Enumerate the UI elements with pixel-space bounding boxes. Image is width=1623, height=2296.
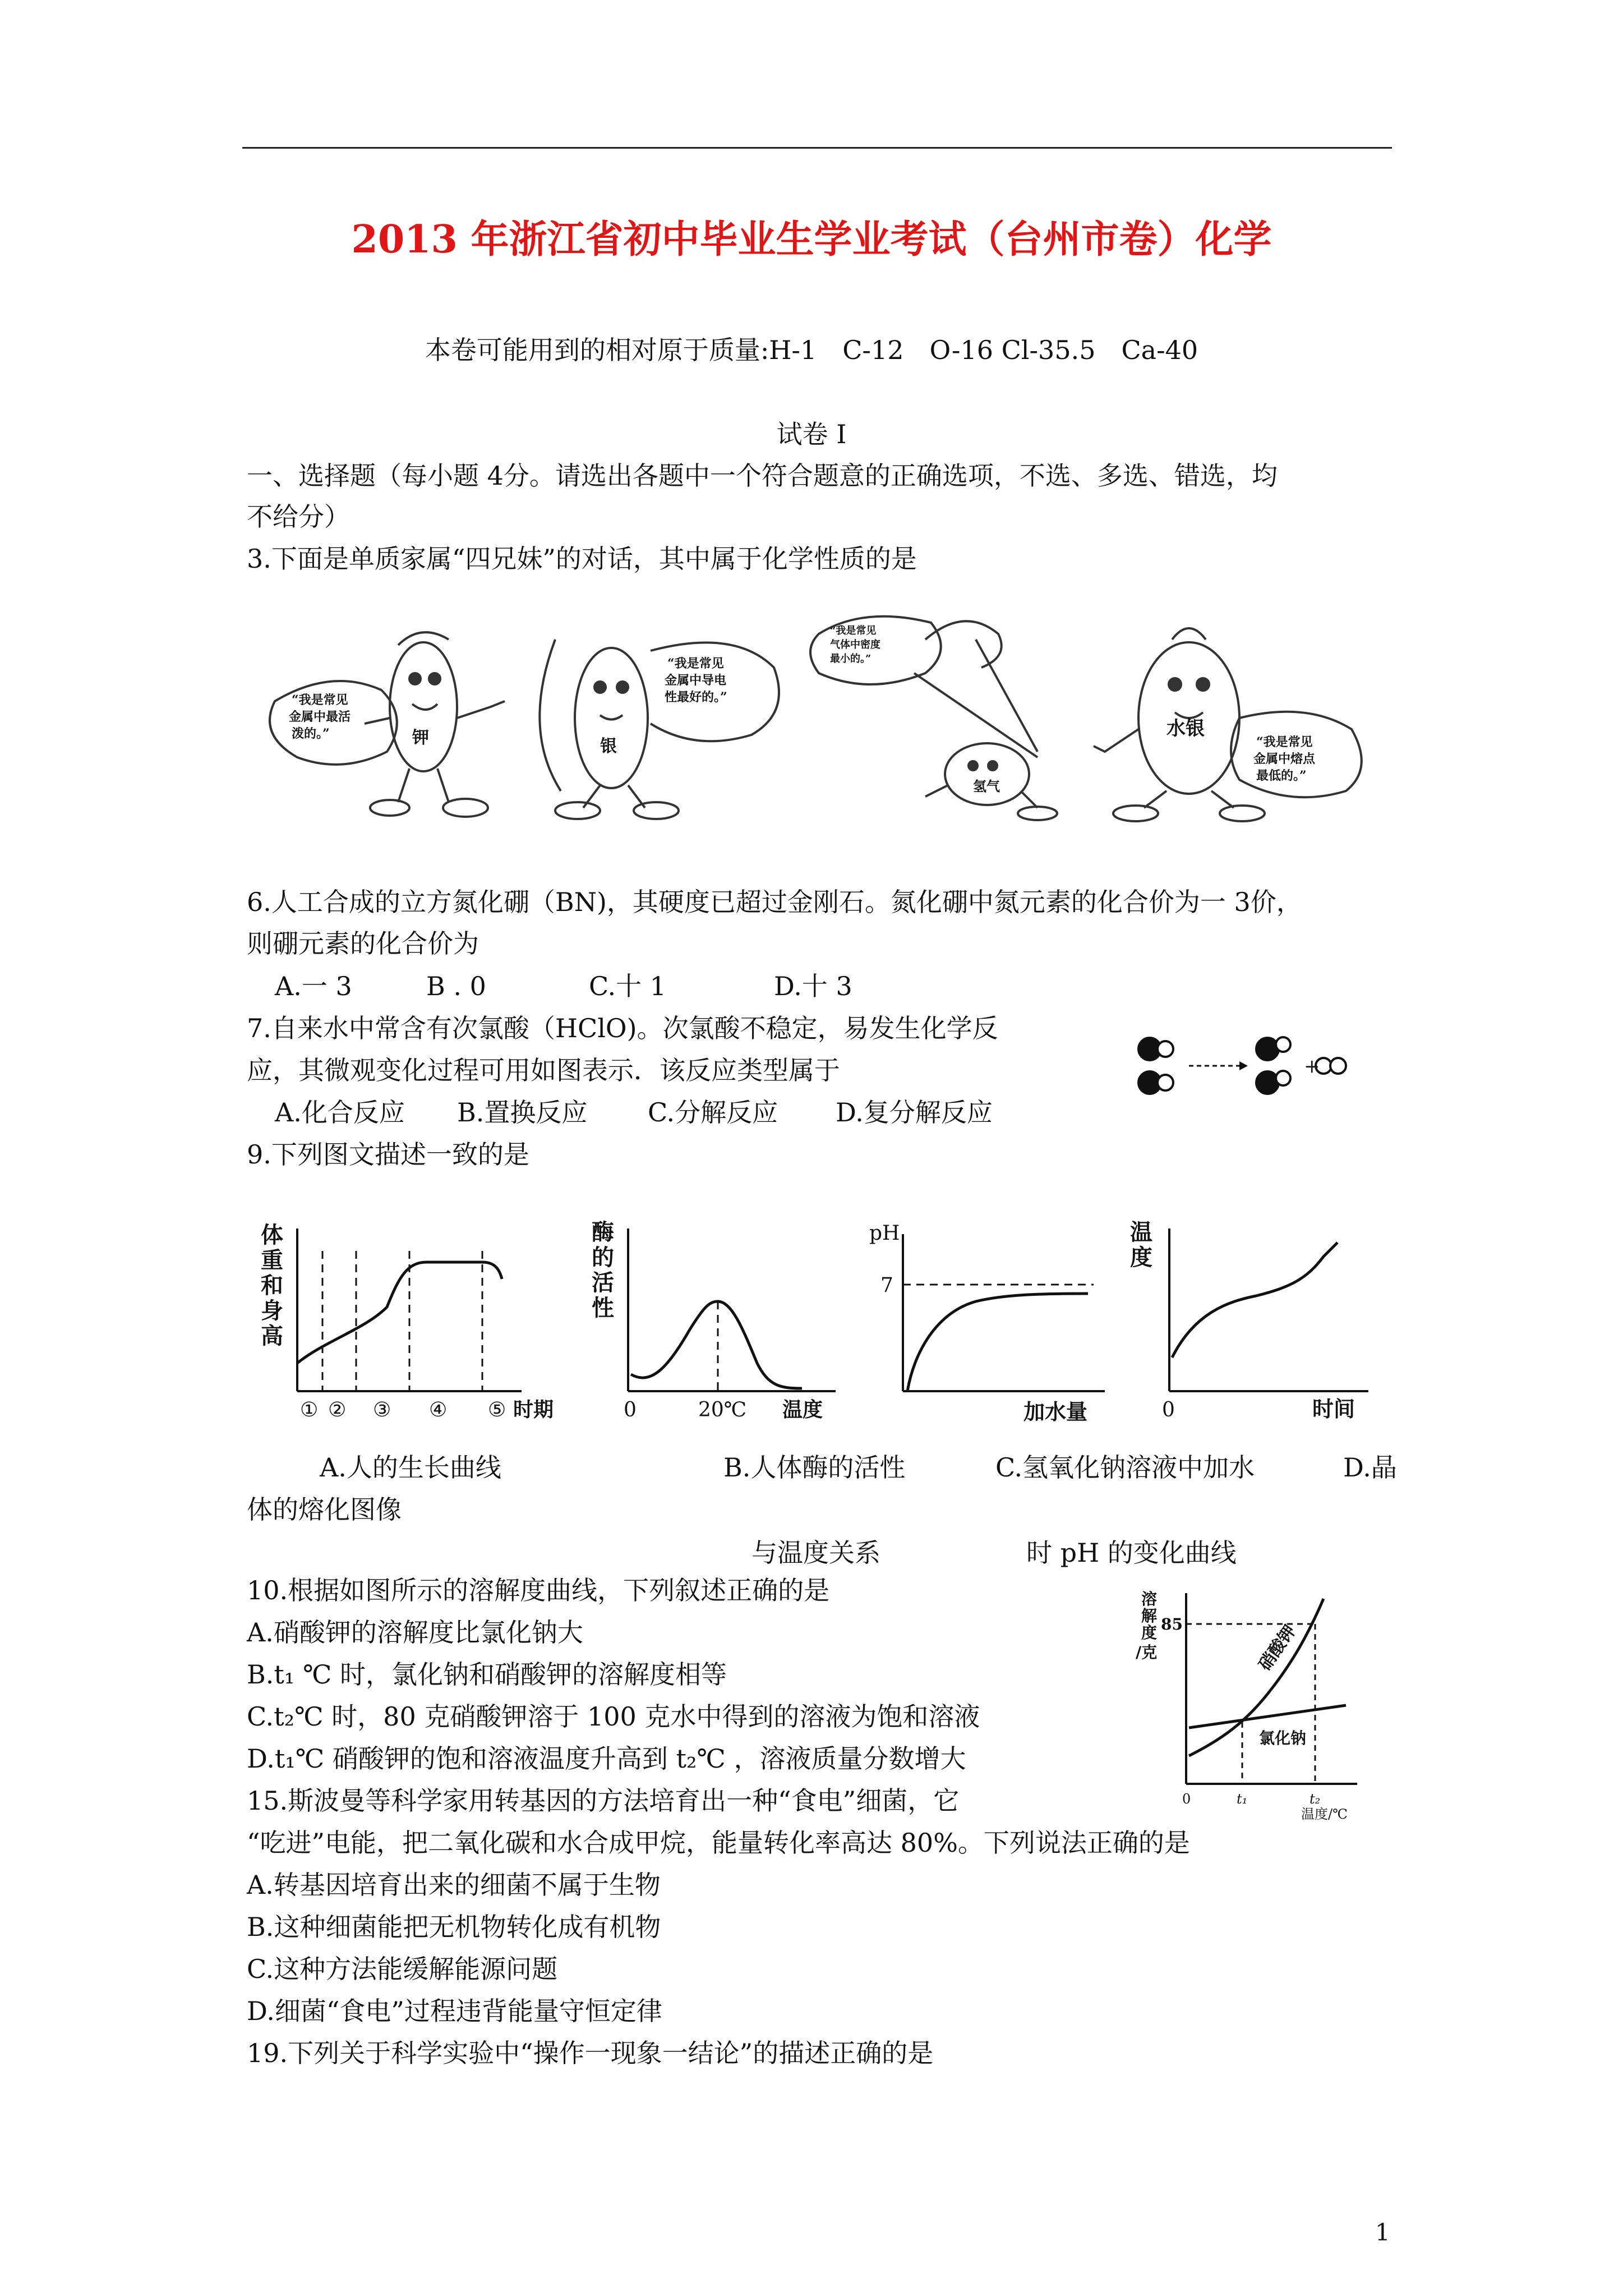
q9-caption-c: C.氢氧化钠溶液中加水 (995, 1452, 1255, 1483)
q15-stem: 15.斯波曼等科学家用转基因的方法培育出一种“食电”细菌，它 (247, 1786, 960, 1816)
q7-reaction-diagram (1133, 1032, 1357, 1111)
q6-stem-cont: 则硼元素的化合价为 (247, 928, 479, 959)
q7-option-d: D.复分解反应 (836, 1097, 993, 1128)
svg-text:②: ② (328, 1398, 347, 1421)
character-name: 水银 (1166, 717, 1205, 740)
q6-stem: 6.人工合成的立方氮化硼（BN)，其硬度已超过金刚石。氮化硼中氮元素的化合价为一 3价， (247, 887, 1302, 917)
sodium-chloride-curve (1189, 1705, 1346, 1728)
q15-option-d: D.细菌“食电”过程违背能量守恒定律 (247, 1996, 662, 2026)
svg-text:身: 身 (261, 1297, 283, 1324)
svg-text:t₂: t₂ (1310, 1791, 1321, 1807)
part1-heading: 一、选择题（每小题 4分。请选出各题中一个符合题意的正确选项，不选、多选、错选，均 (247, 461, 1278, 491)
bubble-text: 性最好的。” (665, 690, 727, 705)
svg-text:体: 体 (261, 1222, 283, 1248)
part1-heading-cont: 不给分） (247, 501, 350, 532)
bubble-text: 金属中最活 (289, 710, 351, 724)
q15-option-b: B.这种细菌能把无机物转化成有机物 (247, 1912, 661, 1942)
q9-caption-d-cont: 体的熔化图像 (247, 1494, 402, 1525)
q10-stem: 10.根据如图所示的溶解度曲线，下列叙述正确的是 (247, 1575, 830, 1605)
q10-option-a: A.硝酸钾的溶解度比氯化钠大 (247, 1617, 583, 1648)
bubble-text: 金属中导电 (665, 673, 727, 688)
bubble-text: “我是常见 (292, 693, 348, 707)
q9-graph-a (258, 1217, 572, 1430)
character-name: 银 (600, 737, 617, 756)
q10-option-c: C.t₂℃ 时，80 克硝酸钾溶于 100 克水中得到的溶液为饱和溶液 (247, 1701, 980, 1732)
svg-text:pH: pH (869, 1222, 900, 1245)
svg-text:+: + (1304, 1055, 1320, 1078)
svg-text:加水量: 加水量 (1023, 1399, 1088, 1424)
q7-option-a: A.化合反应 (275, 1097, 405, 1128)
bubble-text: “我是常见 (667, 656, 724, 671)
svg-text:③: ③ (373, 1398, 391, 1421)
q9-graph-d (1127, 1217, 1385, 1430)
q10-option-d: D.t₁℃ 硝酸钾的饱和溶液温度升高到 t₂℃ ，溶液质量分数增大 (247, 1743, 966, 1774)
svg-text:重: 重 (261, 1247, 283, 1273)
character-name: 钾 (412, 728, 429, 748)
svg-text:和: 和 (261, 1272, 283, 1299)
q9-caption-d: D.晶 (1343, 1452, 1397, 1483)
header-rule (242, 147, 1392, 149)
svg-text:④: ④ (429, 1398, 448, 1421)
svg-text:0: 0 (624, 1398, 637, 1421)
q9-caption-b: B.人体酶的活性 (723, 1452, 906, 1483)
svg-text:温度: 温度 (782, 1398, 823, 1421)
svg-text:度: 度 (1130, 1244, 1152, 1271)
q9-graph-b (589, 1217, 858, 1430)
svg-text:的: 的 (592, 1244, 614, 1271)
svg-text:度: 度 (1141, 1623, 1158, 1642)
q15-option-a: A.转基因培育出来的细菌不属于生物 (247, 1870, 661, 1900)
svg-text:/克: /克 (1136, 1643, 1158, 1662)
q9-caption-a: A.人的生长曲线 (320, 1452, 501, 1483)
q7-stem: 7.自来水中常含有次氯酸（HClO)。次氯酸不稳定，易发生化学反 (247, 1013, 998, 1043)
svg-text:解: 解 (1141, 1607, 1158, 1625)
q6-option-b: B . 0 (426, 971, 486, 1001)
svg-text:硝酸钾: 硝酸钾 (1255, 1621, 1301, 1674)
page-number: 1 (1375, 2219, 1390, 2246)
atomic-masses: 本卷可能用到的相对原于质量:H-1 C-12 O-16 Cl-35.5 Ca-40 (425, 335, 1198, 365)
svg-text:⑤: ⑤ (488, 1398, 506, 1421)
svg-text:7: 7 (880, 1274, 893, 1297)
q6-option-c: C.十 1 (589, 971, 667, 1001)
q9-graph-c (858, 1212, 1122, 1430)
section-title: 试卷 I (776, 419, 847, 449)
character-name: 氢气 (973, 778, 1000, 794)
page-title: 2013 年浙江省初中毕业生学业考试（台州市卷）化学 (351, 217, 1272, 262)
bubble-text: “我是常见 (830, 625, 877, 637)
q10-option-b: B.t₁ ℃ 时，氯化钠和硝酸钾的溶解度相等 (247, 1659, 727, 1690)
svg-text:85: 85 (1161, 1615, 1183, 1634)
q7-option-c: C.分解反应 (648, 1097, 778, 1128)
svg-text:温度/℃: 温度/℃ (1301, 1806, 1348, 1822)
bubble-text: 最低的。” (1256, 769, 1307, 783)
q7-stem-cont: 应，其微观变化过程可用如图表示．该反应类型属于 (247, 1055, 840, 1085)
svg-text:溶: 溶 (1141, 1590, 1158, 1608)
q3-stem: 3.下面是单质家属“四兄妹”的对话，其中属于化学性质的是 (247, 544, 917, 574)
bubble-text: 金属中熔点 (1253, 752, 1316, 766)
q9-stem: 9.下列图文描述一致的是 (247, 1139, 529, 1170)
bubble-text: 泼的。” (292, 726, 330, 741)
q19-stem: 19.下列关于科学实验中“操作一现象一结论”的描述正确的是 (247, 2038, 934, 2068)
svg-text:性: 性 (592, 1295, 614, 1321)
q7-option-b: B.置换反应 (457, 1097, 588, 1128)
svg-text:①: ① (300, 1398, 319, 1421)
svg-text:0: 0 (1182, 1791, 1191, 1807)
svg-text:20℃: 20℃ (698, 1398, 747, 1421)
q15-stem-cont: “吃进”电能，把二氧化碳和水合成甲烷，能量转化率高达 80%。下列说法正确的是 (247, 1828, 1190, 1858)
q10-solubility-graph (1133, 1588, 1368, 1823)
q15-option-c: C.这种方法能缓解能源问题 (247, 1954, 558, 1984)
bubble-text: 气体中密度 (830, 639, 880, 651)
q6-option-a: A.一 3 (275, 971, 352, 1001)
svg-text:t₁: t₁ (1237, 1791, 1248, 1807)
mercury-character-icon (1094, 628, 1362, 821)
graph-a-ylabel (261, 1222, 283, 1349)
svg-text:温: 温 (1130, 1219, 1152, 1245)
q6-option-d: D.十 3 (774, 971, 852, 1001)
svg-text:氯化钠: 氯化钠 (1259, 1729, 1307, 1747)
bubble-text: “我是常见 (1256, 735, 1313, 749)
svg-text:0: 0 (1162, 1398, 1175, 1421)
q3-cartoon (264, 606, 1385, 830)
svg-text:高: 高 (261, 1323, 283, 1349)
silver-character-icon (540, 639, 779, 819)
svg-text:时间: 时间 (1312, 1396, 1355, 1421)
svg-text:活: 活 (592, 1269, 614, 1296)
q9-caption-b-cont: 与温度关系 (751, 1538, 880, 1568)
svg-text:酶: 酶 (592, 1219, 614, 1245)
q9-caption-c-cont: 时 pH 的变化曲线 (1026, 1538, 1237, 1568)
arrow-icon (1239, 1061, 1248, 1070)
potassium-character-icon (270, 632, 505, 817)
svg-text:时期: 时期 (513, 1398, 554, 1421)
growth-curve (297, 1262, 502, 1363)
bubble-text: 最小的。” (830, 653, 872, 665)
